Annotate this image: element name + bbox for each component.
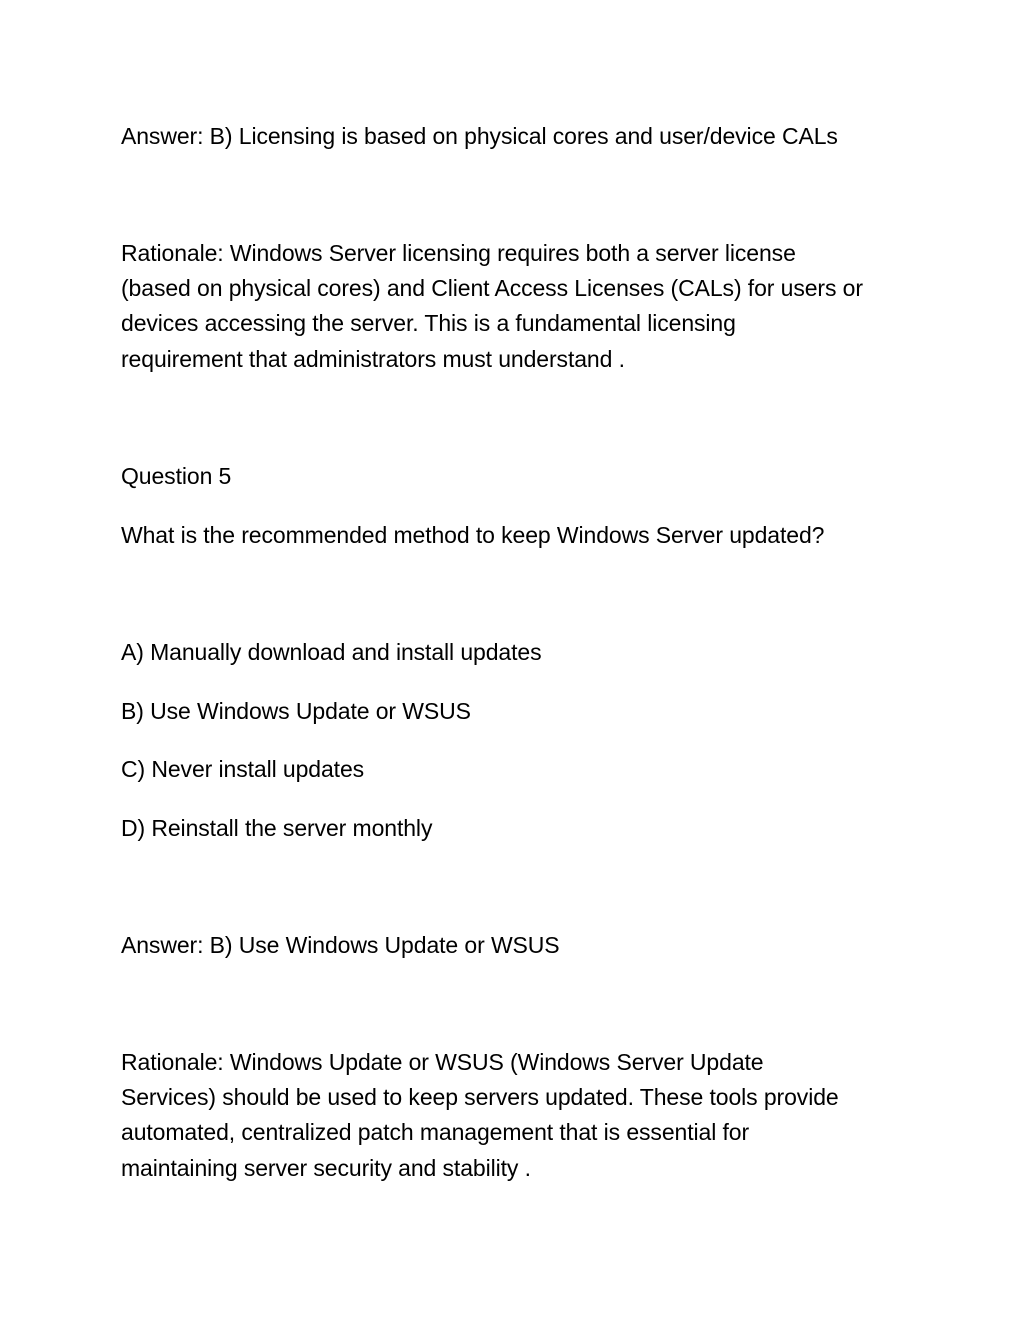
rationale-line: (based on physical cores) and Client Access Licenses (CALs) for users or bbox=[121, 275, 863, 302]
option-d: D) Reinstall the server monthly bbox=[121, 815, 433, 841]
rationale-line: maintaining server security and stability . bbox=[121, 1154, 531, 1181]
question-heading: Question 5 bbox=[121, 463, 232, 489]
previous-rationale bbox=[121, 236, 901, 377]
rationale-line: automated, centralized patch management that is essential for bbox=[121, 1119, 750, 1146]
option-c: C) Never install updates bbox=[121, 756, 365, 782]
rationale-line: devices accessing the server. This is a fundamental licensing bbox=[121, 310, 736, 337]
rationale bbox=[121, 1045, 901, 1186]
rationale-line: Services) should be used to keep servers updated. These tools provide bbox=[121, 1084, 839, 1111]
option-a: A) Manually download and install updates bbox=[121, 639, 542, 665]
option-b: B) Use Windows Update or WSUS bbox=[121, 698, 471, 724]
answer: Answer: B) Use Windows Update or WSUS bbox=[121, 932, 560, 958]
rationale-line: Rationale: Windows Server licensing requires both a server license bbox=[121, 240, 796, 266]
rationale-line: requirement that administrators must understand . bbox=[121, 345, 625, 372]
previous-answer: Answer: B) Licensing is based on physical cores and user/device CALs bbox=[121, 123, 838, 149]
question-text: What is the recommended method to keep Windows Server updated? bbox=[121, 522, 825, 548]
rationale-line: Rationale: Windows Update or WSUS (Windows Server Update bbox=[121, 1049, 764, 1075]
